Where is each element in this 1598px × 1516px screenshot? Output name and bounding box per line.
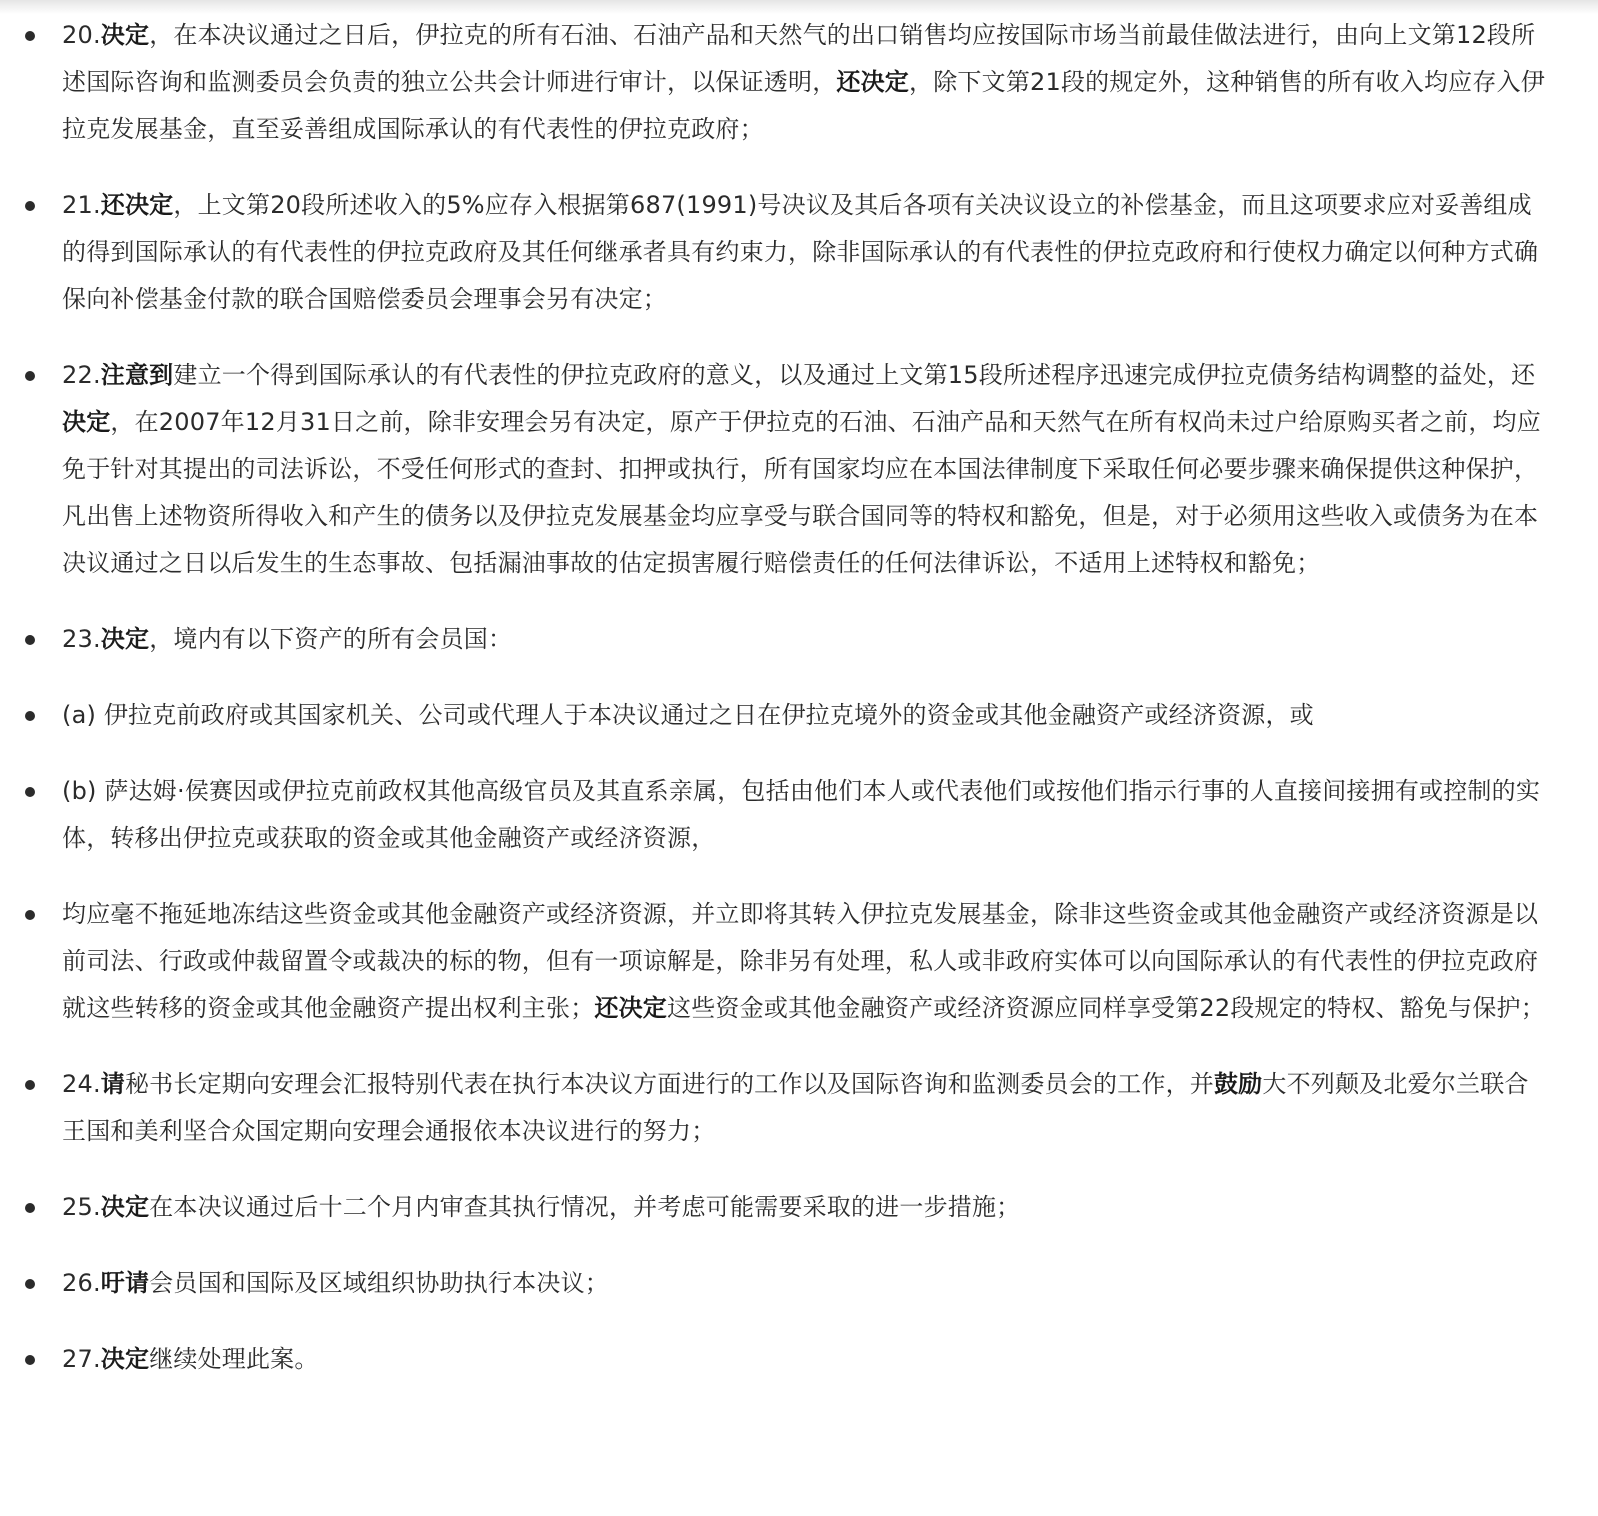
list-item (0, 182, 1598, 323)
bold-keyword: 决定 (100, 1345, 150, 1373)
list-item (0, 616, 1598, 663)
list-item (0, 891, 1598, 1032)
bullet-icon (25, 1279, 35, 1289)
bold-keyword: 还决定 (836, 68, 910, 96)
bold-keyword: 请 (100, 1070, 125, 1098)
paragraph-text: 26. (62, 1269, 101, 1297)
paragraph-text: ，在2007年12月31日之前，除非安理会另有决定，原产于伊拉克的石油、石油产品和天然气在所有权尚未过户给原购买者之前，均应免于针对其提出的司法诉讼，不受任何形式的查封、扣押或执行，所有国家均应在本国法律制度下采取任何必要步骤来确保提供这种保护，凡出售上述物资所得收入和产生的债务以及伊拉克发展基金均应享受与联合国同等的特权和豁免，但是，对于必须用这些收入或债务为在本决议通过之日以后发生的生态事故、包括漏油事故的估定损害履行赔偿责任的任何法律诉讼，不适用上述特权和豁免； (62, 408, 1541, 577)
list-item (0, 1184, 1598, 1231)
bullet-icon (25, 1080, 35, 1090)
paragraph-text: 在本决议通过后十二个月内审查其执行情况，并考虑可能需要采取的进一步措施； (149, 1193, 1021, 1221)
paragraph-text: 会员国和国际及区域组织协助执行本决议； (149, 1269, 609, 1297)
bold-keyword: 鼓励 (1213, 1070, 1263, 1098)
paragraph-text: (a) 伊拉克前政府或其国家机关、公司或代理人于本决议通过之日在伊拉克境外的资金或其他金融资产或经济资源，或 (62, 701, 1314, 729)
paragraph-text: ，在本决议通过之日后，伊拉克的所有石油、石油产品和天然气的出口销售均应按国际市场当前最佳做法进行，由向上文第12段所述国际咨询和监测委员会负责的独立公共会计师进行审计，以保证透明， (62, 21, 1536, 96)
paragraph-text: ，除下文第21段的规定外，这种销售的所有收入均应存入伊拉克发展基金，直至妥善组成国际承认的有代表性的伊拉克政府； (62, 68, 1545, 143)
bold-keyword: 决定 (100, 21, 150, 49)
bold-keyword: 注意到 (100, 361, 174, 389)
bullet-icon (25, 201, 35, 211)
paragraph-text: 21. (62, 191, 101, 219)
paragraph-text: 27. (62, 1345, 101, 1373)
bold-keyword: 决定 (100, 1193, 150, 1221)
bold-keyword: 还决定 (594, 994, 668, 1022)
bullet-icon (25, 1203, 35, 1213)
paragraph-text: 22. (62, 361, 101, 389)
list-item (0, 1260, 1598, 1307)
paragraph-text: 23. (62, 625, 101, 653)
resolution-paragraph-list (0, 12, 1598, 1412)
bold-keyword: 决定 (100, 625, 150, 653)
list-item (0, 352, 1598, 587)
paragraph-text: 大不列颠及北爱尔兰联合王国和美利坚合众国定期向安理会通报依本决议进行的努力； (62, 1070, 1529, 1145)
paragraph-text: 24. (62, 1070, 101, 1098)
list-item (0, 1061, 1598, 1155)
paragraph-text: 均应毫不拖延地冻结这些资金或其他金融资产或经济资源，并立即将其转入伊拉克发展基金，除非这些资金或其他金融资产或经济资源是以前司法、行政或仲裁留置令或裁决的标的物，但有一项谅解是，除非另有处理，私人或非政府实体可以向国际承认的有代表性的伊拉克政府就这些转移的资金或其他金融资产提出权利主张； (62, 900, 1539, 1022)
bullet-icon (25, 371, 35, 381)
bullet-icon (25, 711, 35, 721)
bold-keyword: 决定 (62, 408, 111, 436)
bullet-icon (25, 635, 35, 645)
paragraph-text: 20. (62, 21, 101, 49)
bullet-icon (25, 31, 35, 41)
paragraph-text: 继续处理此案。 (149, 1345, 319, 1373)
bullet-icon (25, 910, 35, 920)
paragraph-text: 这些资金或其他金融资产或经济资源应同样享受第22段规定的特权、豁免与保护； (667, 994, 1545, 1022)
paragraph-text: ，境内有以下资产的所有会员国： (149, 625, 513, 653)
paragraph-text: ，上文第20段所述收入的5%应存入根据第687(1991)号决议及其后各项有关决议设立的补偿基金，而且这项要求应对妥善组成的得到国际承认的有代表性的伊拉克政府及其任何继承者具有约束力，除非国际承认的有代表性的伊拉克政府和行使权力确定以何种方式确保向补偿基金付款的联合国赔偿委员会理事会另有决定； (62, 191, 1539, 313)
list-item (0, 768, 1598, 862)
bold-keyword: 吁请 (100, 1269, 150, 1297)
list-item (0, 1336, 1598, 1383)
list-item (0, 12, 1598, 153)
bold-keyword: 还决定 (100, 191, 174, 219)
bullet-icon (25, 1355, 35, 1365)
paragraph-text: 25. (62, 1193, 101, 1221)
paragraph-text: 秘书长定期向安理会汇报特别代表在执行本决议方面进行的工作以及国际咨询和监测委员会的工作，并 (124, 1070, 1214, 1098)
paragraph-text: 建立一个得到国际承认的有代表性的伊拉克政府的意义，以及通过上文第15段所述程序迅速完成伊拉克债务结构调整的益处，还 (173, 361, 1536, 389)
list-item (0, 692, 1598, 739)
paragraph-text: (b) 萨达姆·侯赛因或伊拉克前政权其他高级官员及其直系亲属，包括由他们本人或代表他们或按他们指示行事的人直接间接拥有或控制的实体，转移出伊拉克或获取的资金或其他金融资产或经济资源， (62, 777, 1541, 852)
bullet-icon (25, 787, 35, 797)
